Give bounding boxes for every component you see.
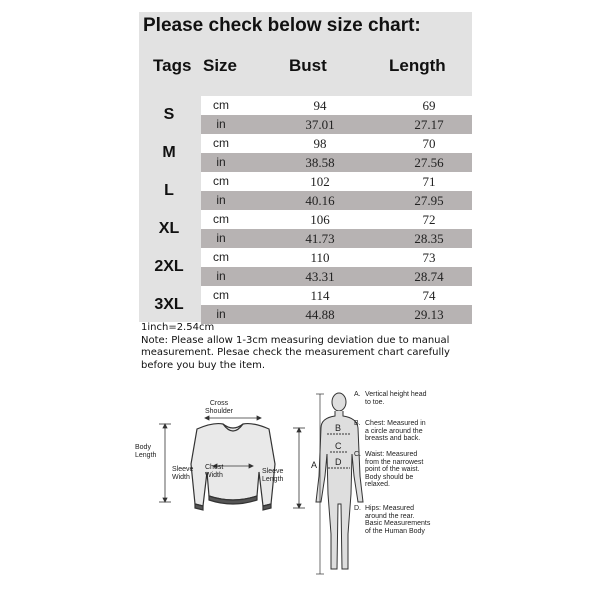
letter-d: D: [335, 457, 342, 467]
bust-cell: 102: [310, 174, 330, 189]
unit-cell: cm: [213, 136, 229, 150]
legend-c: C. Waist: Measured from the narrowest point of the waist. Body should be relaxed.: [354, 451, 424, 488]
length-cell: 27.95: [414, 193, 444, 208]
length-cell: 29.13: [414, 307, 444, 322]
length-cell: 72: [422, 212, 436, 227]
table-row: [201, 248, 472, 267]
header-size: Size: [203, 56, 238, 75]
table-row: [201, 210, 472, 229]
unit-cell: in: [216, 231, 226, 245]
legend-b: B. Chest: Measured in a circle around the breasts and back.: [354, 420, 426, 442]
table-row: [201, 115, 472, 134]
table-row: [201, 267, 472, 286]
sweater-icon: [191, 424, 275, 510]
chest-width-label: Chest Width: [205, 464, 224, 479]
bust-cell: 110: [310, 250, 330, 265]
table-row: [201, 153, 472, 172]
length-cell: 71: [422, 174, 436, 189]
table-row: [201, 191, 472, 210]
size-tag-m: M: [162, 144, 176, 161]
unit-cell: cm: [213, 212, 229, 226]
bust-cell: 44.88: [305, 307, 335, 322]
length-cell: 27.17: [414, 117, 444, 132]
measurement-notes: [141, 322, 471, 372]
bust-cell: 41.73: [305, 231, 335, 246]
bust-cell: 43.31: [305, 269, 335, 284]
length-cell: 73: [422, 250, 436, 265]
measurement-diagram: [135, 384, 470, 584]
bust-cell: 98: [313, 136, 327, 151]
table-row: [201, 96, 472, 115]
unit-cell: cm: [213, 174, 229, 188]
size-tag-s: S: [163, 106, 175, 123]
conversion-note: 1inch=2.54cm: [141, 322, 215, 333]
unit-cell: cm: [213, 250, 229, 264]
note-line: before you buy the item.: [141, 359, 266, 371]
sleeve-width-label: Sleeve Width: [172, 466, 194, 481]
length-cell: 27.56: [414, 155, 444, 170]
table-row: [201, 172, 472, 191]
unit-cell: cm: [213, 288, 229, 302]
legend-d: D. Hips: Measured around the rear. Basic Measurements of the Human Body: [354, 505, 431, 535]
cross-shoulder-label: Cross Shoulder: [204, 400, 234, 415]
letter-c: C: [335, 441, 342, 451]
legend-a: A. Vertical height head to toe.: [354, 391, 427, 406]
bust-cell: 106: [310, 212, 330, 227]
letter-a: A: [311, 460, 318, 470]
length-cell: 69: [422, 98, 436, 113]
length-cell: 70: [422, 136, 436, 151]
unit-cell: in: [216, 193, 226, 207]
note-line: measurement. Plesae check the measurement chart carefully: [141, 347, 450, 358]
unit-cell: in: [216, 117, 226, 131]
sleeve-length-label: Sleeve Length: [262, 468, 284, 483]
header-length: Length: [389, 56, 446, 75]
bust-cell: 94: [313, 98, 327, 113]
size-chart: [139, 12, 472, 322]
header-tags: Tags: [153, 56, 192, 75]
bust-cell: 114: [310, 288, 330, 303]
size-tag-3xl: 3XL: [154, 296, 184, 313]
letter-b: B: [335, 423, 342, 433]
unit-cell: in: [216, 155, 226, 169]
table-row: [201, 134, 472, 153]
bust-cell: 38.58: [305, 155, 335, 170]
unit-cell: in: [216, 269, 226, 283]
header-bust: Bust: [289, 56, 327, 75]
body-length-label: Body Length: [135, 444, 157, 459]
bust-cell: 37.01: [305, 117, 335, 132]
length-cell: 28.35: [414, 231, 444, 246]
table-row: [201, 229, 472, 248]
table-row: [201, 286, 472, 305]
unit-cell: in: [216, 307, 226, 321]
size-tag-2xl: 2XL: [154, 258, 184, 275]
size-tag-l: L: [164, 182, 174, 199]
note-line: Note: Please allow 1-3cm measuring deviation due to manual: [141, 334, 450, 346]
size-tag-xl: XL: [158, 220, 180, 237]
length-cell: 28.74: [414, 269, 444, 284]
bust-cell: 40.16: [305, 193, 335, 208]
length-cell: 74: [422, 288, 436, 303]
unit-cell: cm: [213, 98, 229, 112]
chart-title: Please check below size chart:: [143, 15, 421, 36]
